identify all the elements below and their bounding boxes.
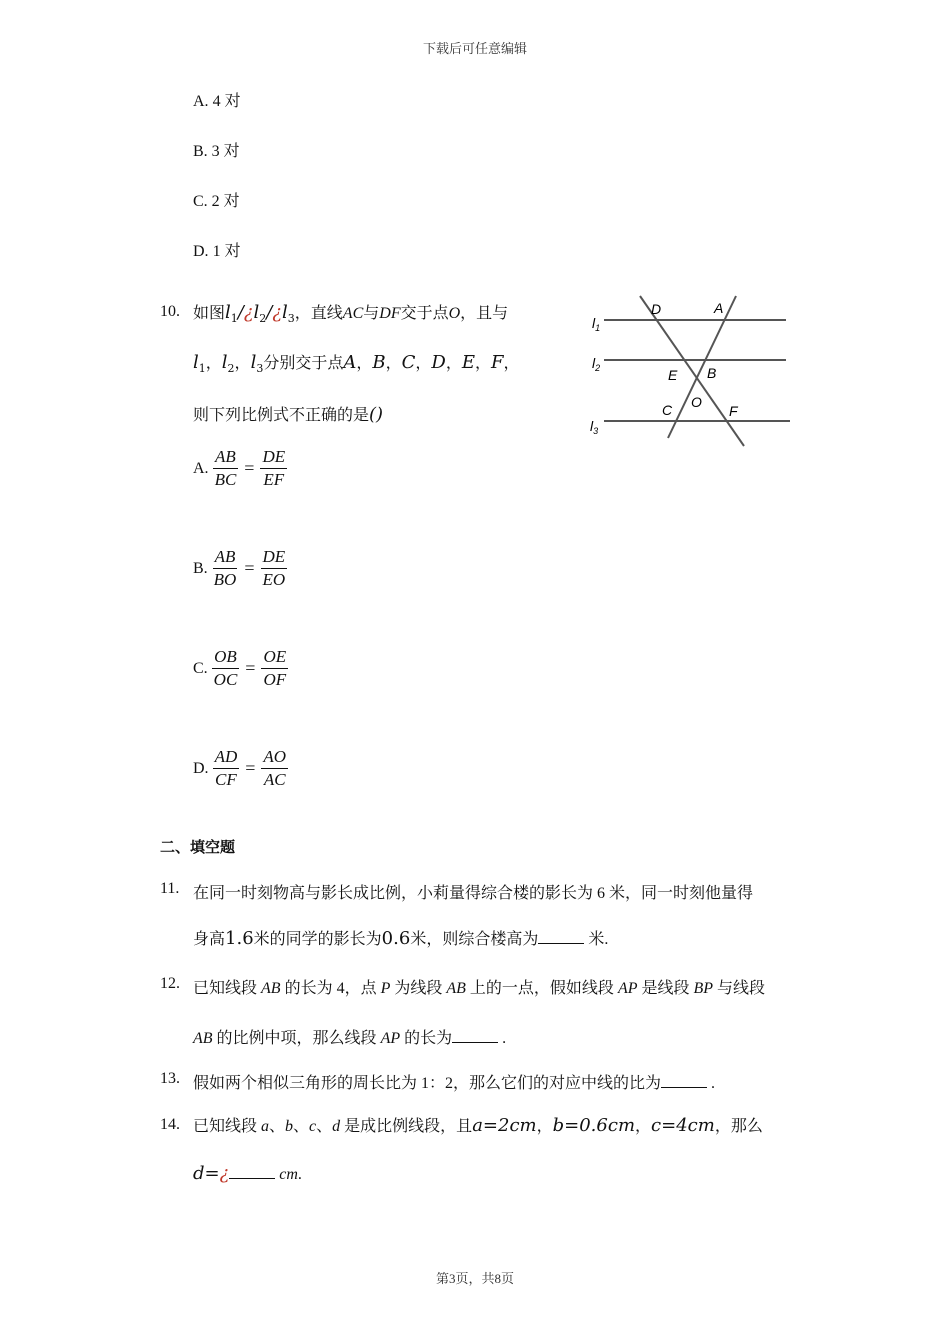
parallel-lines-figure	[584, 292, 794, 452]
q11-line1: 在同一时刻物高与影长成比例，小莉量得综合楼的影长为 6 米，同一时刻他量得	[193, 885, 754, 902]
answer-blank[interactable]	[229, 1164, 275, 1179]
q10-option-d[interactable]: D. $\frac{AD}{CF}$ = $\frac{AO}{AC}$	[193, 747, 287, 789]
page-header: 下载后可任意编辑	[422, 41, 527, 56]
answer-blank[interactable]	[538, 929, 584, 944]
fraction: $\frac{DE}{EF}$	[262, 447, 286, 489]
q12-line1: 已知线段 AB 的长为 4，点 P 为线段 AB 上的一点，假如线段 AP 是线段 BP 与线段	[193, 980, 766, 997]
fraction: $\frac{AD}{CF}$	[214, 747, 238, 789]
label-C: C	[662, 402, 673, 418]
q9-option-a[interactable]	[193, 88, 241, 111]
q12-line2: AB 的比例中项，那么线段 AP 的长为 .	[193, 1030, 507, 1047]
label-l1: $l_1$	[592, 315, 601, 333]
label-B: B	[707, 365, 717, 381]
page-footer: 第3页，共8页	[435, 1271, 514, 1286]
option-text: 2 对	[211, 193, 240, 210]
label-E: E	[668, 367, 678, 383]
section-title: 二、填空题	[160, 838, 236, 856]
q10-option-c[interactable]: C. $\frac{OB}{OC}$ = $\frac{OE}{OF}$	[193, 647, 287, 689]
option-text: 1 对	[212, 243, 241, 260]
q9-option-d[interactable]	[193, 238, 241, 261]
q10-number: 10.	[160, 303, 180, 320]
q14-number: 14.	[160, 1116, 180, 1133]
fraction: $\frac{OB}{OC}$	[213, 647, 238, 689]
line-ac	[668, 296, 736, 438]
fraction: $\frac{AB}{BC}$	[214, 447, 237, 489]
label-O: O	[691, 394, 702, 410]
fraction: $\frac{AO}{AC}$	[263, 747, 287, 789]
line-df	[640, 296, 744, 446]
q10-line3: 则下列比例式不正确的是()	[193, 404, 384, 425]
label-D: D	[651, 301, 662, 317]
q9-option-c[interactable]	[193, 188, 240, 211]
option-text: 4 对	[212, 93, 241, 110]
q10-line1: 如图$l_1/¿l_2/¿l_3$，直线AC与DF交于点O，且与	[193, 302, 509, 325]
q12-number: 12.	[160, 975, 180, 992]
q10-option-a[interactable]: A. $\frac{AB}{BC}$ = $\frac{DE}{EF}$	[193, 447, 286, 489]
option-text: 3 对	[211, 143, 240, 160]
q9-option-b[interactable]	[193, 138, 240, 161]
q10-option-b[interactable]: B. $\frac{AB}{BO}$ = $\frac{DE}{EO}$	[193, 547, 286, 589]
q11-number: 11.	[160, 880, 180, 897]
answer-blank[interactable]	[452, 1028, 498, 1043]
label-A: A	[714, 300, 724, 316]
fraction: $\frac{OE}{OF}$	[263, 647, 287, 689]
fraction: $\frac{DE}{EO}$	[262, 547, 286, 589]
answer-blank[interactable]	[661, 1073, 707, 1088]
option-label: C.	[193, 193, 208, 210]
label-F: F	[729, 403, 738, 419]
option-label: B.	[193, 143, 208, 160]
math-l1: $l_1/¿l_2/¿l_3$	[225, 302, 295, 325]
q14-line1: 已知线段 a、b、c、d 是成比例线段，且a=2cm，b=0.6cm，c=4cm，那么	[193, 1115, 763, 1136]
q13-line1: 假如两个相似三角形的周长比为 1：2，那么它们的对应中线的比为 .	[193, 1075, 716, 1092]
fraction: $\frac{AB}{BO}$	[213, 547, 237, 589]
q11-line2: 身高1.6米的同学的影长为0.6米，则综合楼高为 米.	[193, 928, 609, 949]
label-l2: $l_2$	[592, 355, 601, 373]
option-label: D.	[193, 243, 209, 260]
label-l3: $l_3$	[590, 418, 599, 436]
q13-number: 13.	[160, 1070, 180, 1087]
option-label: A.	[193, 93, 209, 110]
q14-line2: d=¿ cm.	[193, 1163, 302, 1184]
q10-text: 如图	[193, 305, 226, 322]
q10-line2: $l_1$，$l_2$，$l_3$分别交于点A，B，C，D，E，F，	[193, 352, 520, 375]
